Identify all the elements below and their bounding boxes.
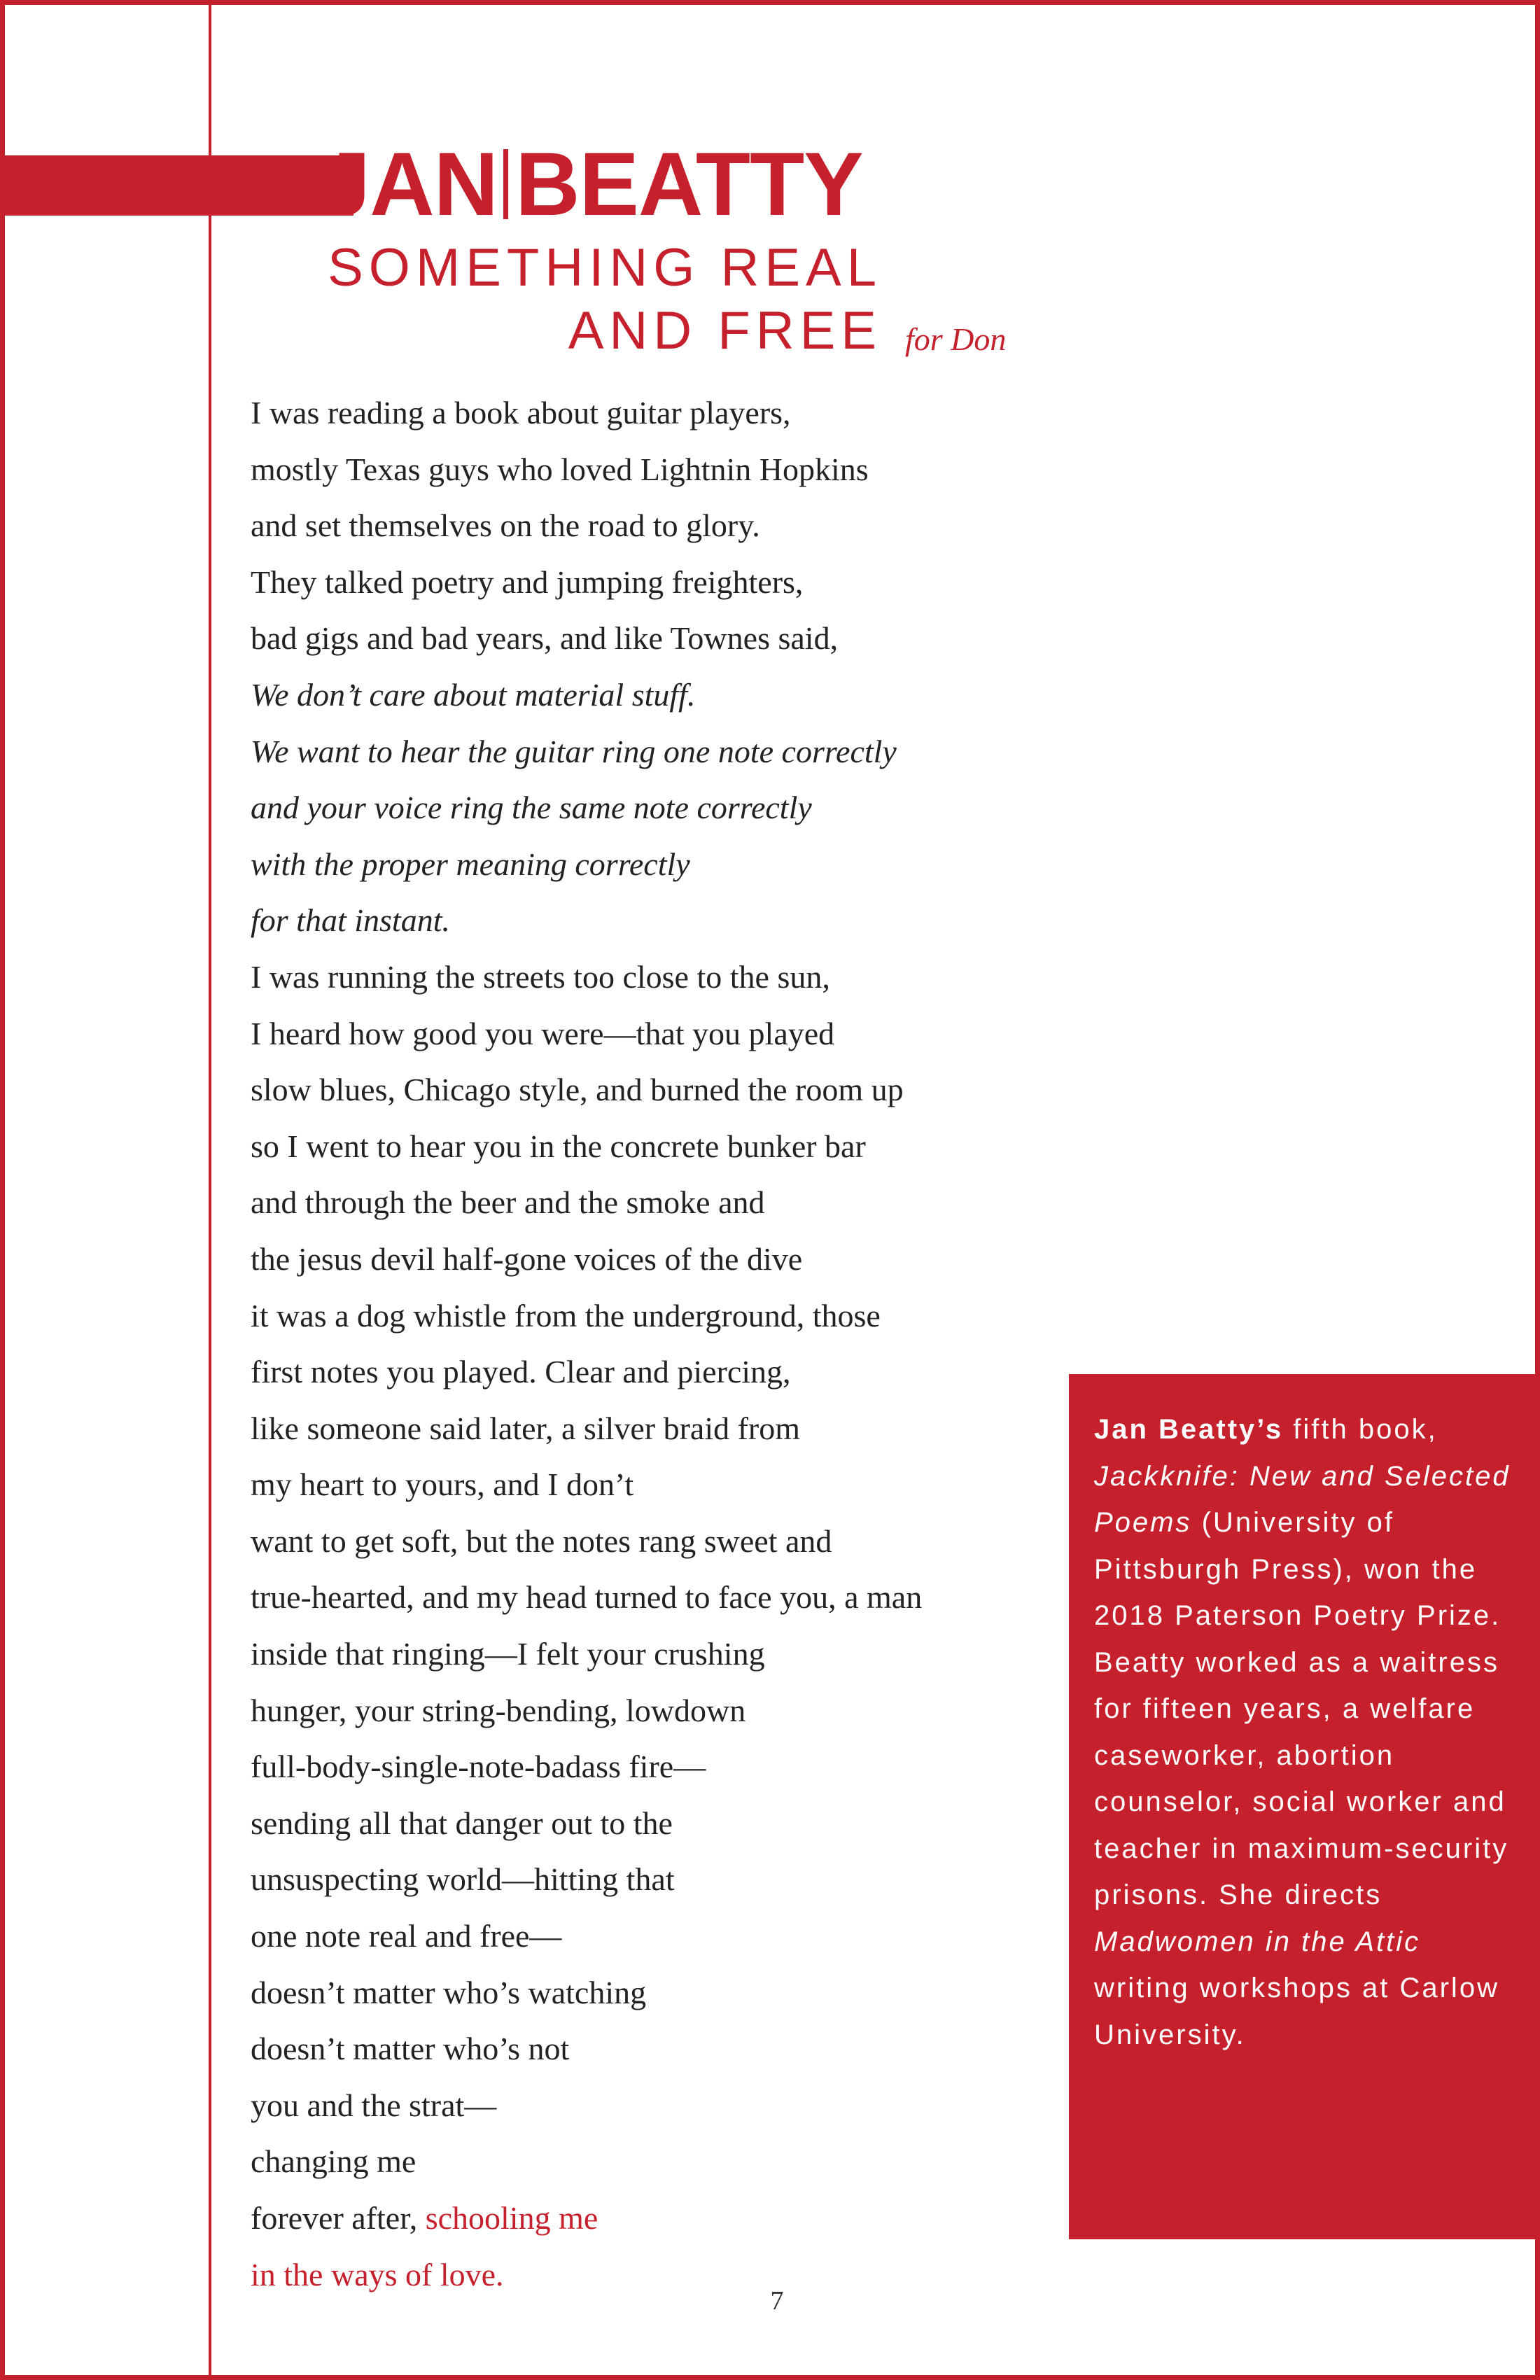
poem-line-quote: with the proper meaning correctly xyxy=(251,846,690,882)
poem-line: full-body-single-note-badass fire— xyxy=(251,1749,706,1785)
author-name xyxy=(321,136,863,234)
poem-line: hunger, your string-bending, lowdown xyxy=(251,1692,746,1728)
poem-line: it was a dog whistle from the underground, those xyxy=(251,1297,881,1334)
bio-book-title: Jackknife: New and Selected Poems xyxy=(1094,1460,1511,1538)
poem-line: doesn’t matter who’s not xyxy=(251,2031,570,2067)
poem-line-text: forever after, xyxy=(251,2200,426,2236)
poem-line-quote: and your voice ring the same note correctly xyxy=(251,790,812,826)
poem-line-quote: for that instant. xyxy=(251,902,450,939)
poem-line: slow blues, Chicago style, and burned the room up xyxy=(251,1072,904,1108)
poem-line xyxy=(251,2194,1077,2250)
poem-line: changing me xyxy=(251,2143,416,2180)
poem-line: doesn’t matter who’s watching xyxy=(251,1974,647,2010)
poem-line: mostly Texas guys who loved Lightnin Hopkins xyxy=(251,451,869,487)
poem-body xyxy=(251,388,1077,2306)
poem-line-highlight: schooling me xyxy=(425,2200,598,2236)
poem-title-line-2: AND FREE xyxy=(568,301,882,360)
poem-line: and through the beer and the smoke and xyxy=(251,1184,765,1221)
poem-line: first notes you played. Clear and piercing, xyxy=(251,1354,791,1390)
poem-line: They talked poetry and jumping freighters, xyxy=(251,564,804,600)
poem-line: one note real and free— xyxy=(251,1918,562,1954)
bio-text: writing workshops at Carlow University. xyxy=(1094,1973,1499,2050)
poem-line: like someone said later, a silver braid from xyxy=(251,1410,801,1446)
bio-author-name: Jan Beatty’s xyxy=(1094,1414,1284,1445)
poem-line: true-hearted, and my head turned to face you, a man xyxy=(251,1579,923,1616)
bio-text: fifth book, xyxy=(1283,1414,1438,1445)
poem-title-line-1: SOMETHING REAL xyxy=(328,238,882,298)
poem-line: unsuspecting world—hitting that xyxy=(251,1861,675,1898)
author-first-name: JAN xyxy=(321,134,498,234)
poem-line: and set themselves on the road to glory. xyxy=(251,507,760,544)
author-bio-box xyxy=(1069,1374,1540,2239)
poem-line: bad gigs and bad years, and like Townes said, xyxy=(251,620,839,657)
poem-line-final: in the ways of love. xyxy=(251,2256,504,2292)
bio-text: (University of Pittsburgh Press), won the 2018 Paterson Poetry Prize. Beatty worked as a waitress for fifteen years, a welfare caseworker, abortion counselor, social worker and teacher in maximum-security prisons. She directs xyxy=(1094,1507,1509,1910)
dedication: for Don xyxy=(905,321,1007,357)
poem-line-quote: We don’t care about material stuff. xyxy=(251,676,696,713)
poem-line: my heart to yours, and I don’t xyxy=(251,1466,634,1503)
margin-rule xyxy=(209,0,211,2380)
page-number: 7 xyxy=(770,2286,784,2316)
poem-line: the jesus devil half-gone voices of the dive xyxy=(251,1240,803,1277)
poem-line: you and the strat— xyxy=(251,2087,497,2123)
name-separator xyxy=(503,149,508,219)
poem-line: want to get soft, but the notes rang sweet and xyxy=(251,1522,832,1559)
header-red-bar xyxy=(0,155,354,216)
poem-line-quote: We want to hear the guitar ring one note correctly xyxy=(251,733,897,769)
poem-line: so I went to hear you in the concrete bunker bar xyxy=(251,1128,866,1164)
poem-line: I was running the streets too close to the sun, xyxy=(251,958,830,995)
poem-line: I heard how good you were—that you played xyxy=(251,1015,835,1051)
bio-workshop-name: Madwomen in the Attic xyxy=(1094,1926,1421,1957)
poem-line: inside that ringing—I felt your crushing xyxy=(251,1636,765,1672)
author-last-name: BEATTY xyxy=(515,134,863,234)
poem-line: I was reading a book about guitar players, xyxy=(251,395,791,430)
author-bio xyxy=(1094,1406,1519,2058)
poem-line: sending all that danger out to the xyxy=(251,1805,673,1841)
